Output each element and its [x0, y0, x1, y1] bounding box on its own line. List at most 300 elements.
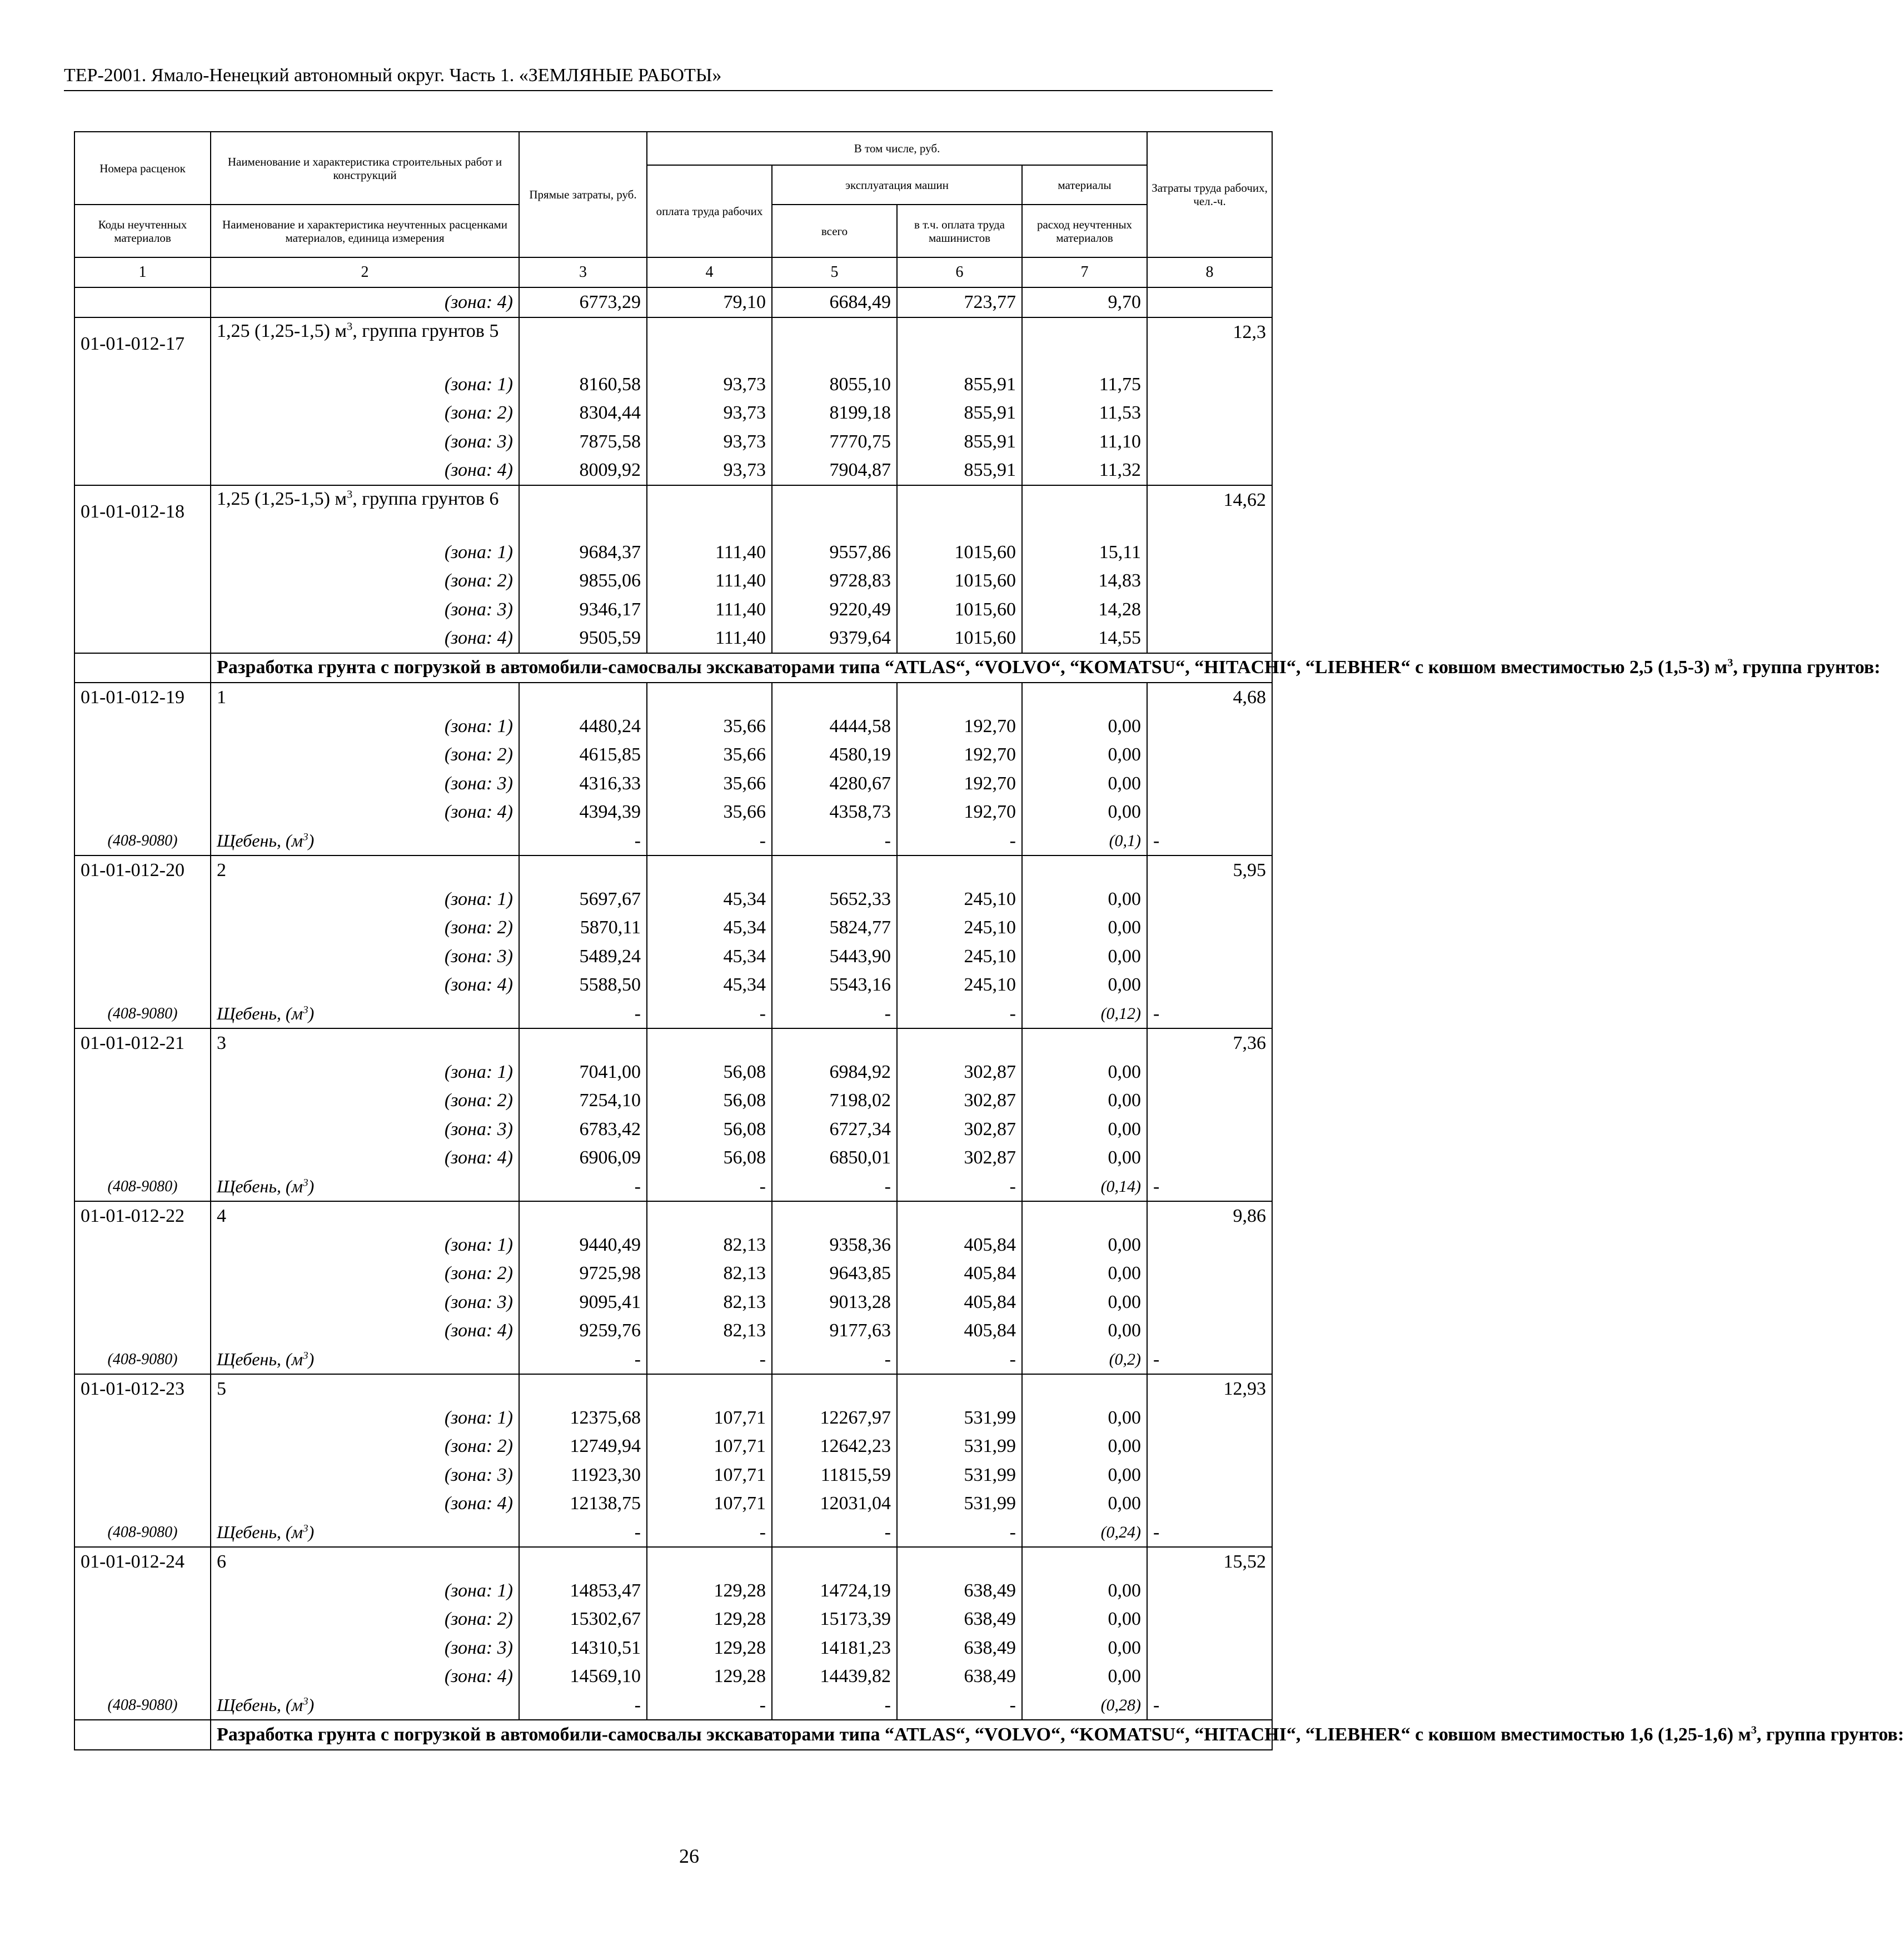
- empty-cell: [897, 1201, 1022, 1231]
- zone-label: (зона: 1): [211, 1058, 519, 1087]
- labor-cost: [1147, 942, 1272, 971]
- rate-name: 4: [211, 1201, 519, 1231]
- material-name-end: ): [308, 1003, 315, 1023]
- materials: 0,00: [1022, 1662, 1147, 1691]
- labor-pay: 107,71: [647, 1461, 772, 1490]
- zone-label: (зона: 4): [211, 456, 519, 485]
- empty-cell: [647, 855, 772, 885]
- rate-name: 6: [211, 1547, 519, 1576]
- superscript: 3: [302, 1177, 308, 1189]
- machines-labor: 531,99: [897, 1489, 1022, 1518]
- labor-cost: [1147, 798, 1272, 827]
- machines-labor: 638,49: [897, 1605, 1022, 1634]
- machines-labor: 192,70: [897, 712, 1022, 741]
- rate-code: [74, 538, 211, 567]
- zone-label: (зона: 4): [211, 287, 519, 317]
- material-code: (408-9080): [74, 827, 211, 856]
- labor-cost: [1147, 1143, 1272, 1172]
- material-dash: -: [897, 1345, 1022, 1375]
- machines-total: 4444,58: [772, 712, 897, 741]
- material-name-end: ): [308, 1694, 315, 1715]
- table-row: [74, 942, 1272, 971]
- zone-label: (зона: 2): [211, 1259, 519, 1288]
- material-quantity: (0,14): [1022, 1172, 1147, 1202]
- machines-total: 4280,67: [772, 769, 897, 798]
- col-number: 7: [1022, 257, 1147, 287]
- labor-pay: 56,08: [647, 1058, 772, 1087]
- machines-labor: 245,10: [897, 885, 1022, 914]
- zone-label: (зона: 2): [211, 399, 519, 427]
- superscript: 3: [346, 488, 353, 501]
- materials: 0,00: [1022, 740, 1147, 769]
- labor-cost: [1147, 1115, 1272, 1144]
- zone-label: (зона: 4): [211, 798, 519, 827]
- rate-code: 01-01-012-20: [74, 855, 211, 885]
- rate-row: [74, 1374, 1272, 1404]
- direct-cost: 7254,10: [519, 1086, 647, 1115]
- rate-name: 1: [211, 683, 519, 712]
- table-row: [74, 1662, 1272, 1691]
- labor-pay: 45,34: [647, 971, 772, 999]
- direct-cost: 6773,29: [519, 287, 647, 317]
- rate-code: [74, 1316, 211, 1345]
- superscript: 3: [302, 1004, 308, 1016]
- table-row: [74, 971, 1272, 999]
- direct-cost: 8160,58: [519, 370, 647, 399]
- labor-cost: 5,95: [1147, 855, 1272, 885]
- zone-label: (зона: 4): [211, 1489, 519, 1518]
- table-row: [74, 1461, 1272, 1490]
- labor-cost: 14,62: [1147, 485, 1272, 538]
- direct-cost: 14569,10: [519, 1662, 647, 1691]
- header-labor-cost: Затраты труда рабочих, чел.-ч.: [1147, 132, 1272, 257]
- material-dash: -: [647, 999, 772, 1029]
- direct-cost: 4394,39: [519, 798, 647, 827]
- material-dash: -: [519, 827, 647, 856]
- rate-code: [74, 1086, 211, 1115]
- section-title-row: [74, 1720, 1272, 1750]
- superscript: 3: [302, 1523, 308, 1535]
- empty-cell: [647, 485, 772, 538]
- superscript: 3: [1751, 1724, 1757, 1737]
- materials: 0,00: [1022, 798, 1147, 827]
- zone-label: (зона: 4): [211, 971, 519, 999]
- material-name-end: ): [308, 1521, 315, 1542]
- materials: 0,00: [1022, 1489, 1147, 1518]
- labor-pay: 56,08: [647, 1143, 772, 1172]
- material-dash: -: [897, 827, 1022, 856]
- empty-cell: [1022, 1374, 1147, 1404]
- rate-name-end: , группа грунтов 6: [352, 488, 499, 509]
- zone-label: (зона: 2): [211, 740, 519, 769]
- rate-name: 3: [211, 1028, 519, 1058]
- labor-pay: 45,34: [647, 942, 772, 971]
- direct-cost: 9725,98: [519, 1259, 647, 1288]
- machines-total: 11815,59: [772, 1461, 897, 1490]
- table-row: [74, 740, 1272, 769]
- table-row: [74, 1288, 1272, 1317]
- material-quantity: (0,2): [1022, 1345, 1147, 1375]
- labor-pay: 56,08: [647, 1115, 772, 1144]
- header-machines-labor: в т.ч. оплата труда машинистов: [897, 205, 1022, 257]
- section-title-row: [74, 653, 1272, 683]
- labor-cost: [1147, 1404, 1272, 1432]
- machines-total: 12031,04: [772, 1489, 897, 1518]
- table-row: [74, 1432, 1272, 1461]
- machines-total: 5824,77: [772, 913, 897, 942]
- machines-total: 6684,49: [772, 287, 897, 317]
- zone-label: (зона: 4): [211, 1662, 519, 1691]
- material-name: [211, 827, 519, 856]
- labor-pay: 82,13: [647, 1288, 772, 1317]
- col-number: 6: [897, 257, 1022, 287]
- labor-cost: [1147, 1576, 1272, 1605]
- empty-cell: [772, 485, 897, 538]
- empty-cell: [647, 317, 772, 370]
- zone-label: (зона: 4): [211, 624, 519, 653]
- machines-total: 9220,49: [772, 595, 897, 624]
- rate-code: [74, 1461, 211, 1490]
- table-row: [74, 1143, 1272, 1172]
- table-row: [74, 624, 1272, 653]
- empty-cell: [519, 317, 647, 370]
- rate-code: 01-01-012-22: [74, 1201, 211, 1231]
- empty-cell: [519, 855, 647, 885]
- machines-total: 9358,36: [772, 1231, 897, 1260]
- labor-cost: [1147, 538, 1272, 567]
- labor-cost: [1147, 595, 1272, 624]
- zone-label: (зона: 3): [211, 1634, 519, 1663]
- material-row: [74, 999, 1272, 1029]
- labor-cost: [1147, 1461, 1272, 1490]
- direct-cost: 9259,76: [519, 1316, 647, 1345]
- empty-cell: [772, 1547, 897, 1576]
- material-dash: -: [1147, 1345, 1272, 1375]
- direct-cost: 8304,44: [519, 399, 647, 427]
- labor-pay: 111,40: [647, 538, 772, 567]
- labor-cost: [1147, 913, 1272, 942]
- material-dash: -: [647, 1345, 772, 1375]
- rate-name-text: 1,25 (1,25-1,5) м: [217, 488, 347, 509]
- labor-pay: 82,13: [647, 1316, 772, 1345]
- rate-code: [74, 427, 211, 456]
- labor-cost: 4,68: [1147, 683, 1272, 712]
- empty-cell: [519, 1547, 647, 1576]
- materials: 11,75: [1022, 370, 1147, 399]
- direct-cost: 11923,30: [519, 1461, 647, 1490]
- materials: 9,70: [1022, 287, 1147, 317]
- material-quantity: (0,24): [1022, 1518, 1147, 1548]
- empty-cell: [897, 1028, 1022, 1058]
- zone-label: (зона: 2): [211, 1432, 519, 1461]
- machines-labor: 531,99: [897, 1461, 1022, 1490]
- direct-cost: 9095,41: [519, 1288, 647, 1317]
- direct-cost: 12375,68: [519, 1404, 647, 1432]
- rate-name-end: , группа грунтов 5: [352, 320, 499, 341]
- rate-code: [74, 712, 211, 741]
- labor-cost: 9,86: [1147, 1201, 1272, 1231]
- empty-cell: [1022, 683, 1147, 712]
- table-row: [74, 399, 1272, 427]
- direct-cost: 5870,11: [519, 913, 647, 942]
- section-title: [211, 1720, 1904, 1750]
- zone-label: (зона: 2): [211, 1605, 519, 1634]
- materials: 0,00: [1022, 1576, 1147, 1605]
- section-title-text: Разработка грунта с погрузкой в автомобили-самосвалы экскаваторами типа “ATLAS“, “VOLVO“, “KOMATSU“, “HITACHI“, “LIEBHER“ с ковшом вместимостью 2,5 (1,5-3) м: [217, 657, 1728, 678]
- machines-total: 9379,64: [772, 624, 897, 653]
- rate-row: [74, 1201, 1272, 1231]
- material-row: [74, 1345, 1272, 1375]
- material-code: (408-9080): [74, 1518, 211, 1548]
- machines-total: 5652,33: [772, 885, 897, 914]
- material-dash: -: [519, 1518, 647, 1548]
- machines-labor: 855,91: [897, 427, 1022, 456]
- machines-total: 12642,23: [772, 1432, 897, 1461]
- material-dash: -: [647, 1691, 772, 1720]
- machines-total: 15173,39: [772, 1605, 897, 1634]
- machines-labor: 405,84: [897, 1259, 1022, 1288]
- material-name-end: ): [308, 830, 315, 850]
- direct-cost: 5588,50: [519, 971, 647, 999]
- machines-total: 9728,83: [772, 566, 897, 595]
- table-row: [74, 1489, 1272, 1518]
- machines-labor: 1015,60: [897, 624, 1022, 653]
- rate-row: [74, 485, 1272, 538]
- labor-cost: [1147, 1316, 1272, 1345]
- empty-cell: [647, 1547, 772, 1576]
- zone-label: (зона: 1): [211, 370, 519, 399]
- material-dash: -: [647, 1518, 772, 1548]
- labor-pay: 35,66: [647, 712, 772, 741]
- materials: 0,00: [1022, 1058, 1147, 1087]
- table-row: [74, 1634, 1272, 1663]
- table-row: [74, 1058, 1272, 1087]
- empty-cell: [519, 1201, 647, 1231]
- machines-total: 14724,19: [772, 1576, 897, 1605]
- material-code: (408-9080): [74, 1691, 211, 1720]
- page-number: 26: [679, 1845, 699, 1867]
- machines-labor: 302,87: [897, 1115, 1022, 1144]
- machines-labor: 855,91: [897, 456, 1022, 485]
- rate-code: [74, 566, 211, 595]
- materials: 0,00: [1022, 1086, 1147, 1115]
- materials: 0,00: [1022, 1432, 1147, 1461]
- machines-labor: 302,87: [897, 1086, 1022, 1115]
- table-row: [74, 712, 1272, 741]
- material-name: [211, 1172, 519, 1202]
- direct-cost: 8009,92: [519, 456, 647, 485]
- rate-code: [74, 1058, 211, 1087]
- zone-label: (зона: 2): [211, 566, 519, 595]
- materials: 0,00: [1022, 1316, 1147, 1345]
- labor-cost: 15,52: [1147, 1547, 1272, 1576]
- labor-pay: 45,34: [647, 913, 772, 942]
- direct-cost: 14853,47: [519, 1576, 647, 1605]
- table-row: [74, 1576, 1272, 1605]
- materials: 0,00: [1022, 1404, 1147, 1432]
- zone-label: (зона: 1): [211, 538, 519, 567]
- machines-labor: 405,84: [897, 1316, 1022, 1345]
- labor-pay: 129,28: [647, 1662, 772, 1691]
- machines-total: 7770,75: [772, 427, 897, 456]
- col-number: 1: [74, 257, 211, 287]
- zone-label: (зона: 3): [211, 769, 519, 798]
- material-name-text: Щебень, (м: [217, 1521, 303, 1542]
- labor-cost: 12,93: [1147, 1374, 1272, 1404]
- machines-labor: 302,87: [897, 1058, 1022, 1087]
- empty-cell: [772, 683, 897, 712]
- labor-cost: [1147, 769, 1272, 798]
- labor-pay: 45,34: [647, 885, 772, 914]
- rate-name-text: 1,25 (1,25-1,5) м: [217, 320, 347, 341]
- material-dash: -: [772, 1691, 897, 1720]
- table-row: [74, 287, 1272, 317]
- materials: 0,00: [1022, 1634, 1147, 1663]
- rate-row: [74, 1028, 1272, 1058]
- material-dash: -: [772, 1345, 897, 1375]
- labor-pay: 129,28: [647, 1576, 772, 1605]
- rate-code: [74, 1115, 211, 1144]
- machines-total: 12267,97: [772, 1404, 897, 1432]
- rate-code: [74, 399, 211, 427]
- rate-code: [74, 653, 211, 683]
- material-name: [211, 999, 519, 1029]
- labor-pay: 107,71: [647, 1432, 772, 1461]
- table-row: [74, 1086, 1272, 1115]
- col-number: 3: [519, 257, 647, 287]
- machines-total: 7198,02: [772, 1086, 897, 1115]
- empty-cell: [1022, 485, 1147, 538]
- header-code-top: Номера расценок: [74, 132, 211, 205]
- table-row: [74, 427, 1272, 456]
- machines-labor: 245,10: [897, 913, 1022, 942]
- direct-cost: 9505,59: [519, 624, 647, 653]
- material-dash: -: [647, 827, 772, 856]
- material-name-end: ): [308, 1349, 315, 1369]
- material-name-text: Щебень, (м: [217, 830, 303, 850]
- labor-pay: 111,40: [647, 624, 772, 653]
- empty-cell: [772, 1028, 897, 1058]
- material-name-text: Щебень, (м: [217, 1694, 303, 1715]
- materials: 0,00: [1022, 1605, 1147, 1634]
- direct-cost: 4480,24: [519, 712, 647, 741]
- machines-labor: 531,99: [897, 1404, 1022, 1432]
- labor-pay: 79,10: [647, 287, 772, 317]
- section-title-end: , группа грунтов:: [1733, 657, 1881, 678]
- superscript: 3: [302, 1350, 308, 1362]
- labor-cost: [1147, 1432, 1272, 1461]
- material-code: (408-9080): [74, 1345, 211, 1375]
- materials: 14,55: [1022, 624, 1147, 653]
- rate-code: [74, 1432, 211, 1461]
- machines-total: 9557,86: [772, 538, 897, 567]
- labor-pay: 129,28: [647, 1634, 772, 1663]
- zone-label: (зона: 4): [211, 1316, 519, 1345]
- table-row: [74, 913, 1272, 942]
- material-dash: -: [772, 1518, 897, 1548]
- zone-label: (зона: 3): [211, 1461, 519, 1490]
- rate-code: [74, 913, 211, 942]
- materials: 0,00: [1022, 712, 1147, 741]
- labor-pay: 93,73: [647, 427, 772, 456]
- zone-label: (зона: 1): [211, 885, 519, 914]
- labor-pay: 35,66: [647, 740, 772, 769]
- table-body: [74, 287, 1904, 1750]
- material-code: (408-9080): [74, 999, 211, 1029]
- material-code: (408-9080): [74, 1172, 211, 1202]
- material-dash: -: [897, 1518, 1022, 1548]
- rate-code: 01-01-012-19: [74, 683, 211, 712]
- rate-name: 2: [211, 855, 519, 885]
- machines-labor: 855,91: [897, 370, 1022, 399]
- empty-cell: [897, 1547, 1022, 1576]
- labor-pay: 111,40: [647, 566, 772, 595]
- material-dash: -: [1147, 999, 1272, 1029]
- empty-cell: [647, 1201, 772, 1231]
- direct-cost: 4316,33: [519, 769, 647, 798]
- rate-code: [74, 1231, 211, 1260]
- zone-label: (зона: 3): [211, 1115, 519, 1144]
- header-name-bottom: Наименование и характеристика неучтенных расценками материалов, единица измерения: [211, 205, 519, 257]
- labor-pay: 82,13: [647, 1259, 772, 1288]
- labor-cost: [1147, 712, 1272, 741]
- materials: 14,83: [1022, 566, 1147, 595]
- material-dash: -: [519, 1172, 647, 1202]
- direct-cost: 9855,06: [519, 566, 647, 595]
- col-number: 4: [647, 257, 772, 287]
- rate-code: [74, 1404, 211, 1432]
- header-direct: Прямые затраты, руб.: [519, 132, 647, 257]
- table-row: [74, 566, 1272, 595]
- rate-code: [74, 740, 211, 769]
- labor-pay: 107,71: [647, 1489, 772, 1518]
- labor-cost: [1147, 566, 1272, 595]
- material-name-text: Щебень, (м: [217, 1003, 303, 1023]
- empty-cell: [1022, 1028, 1147, 1058]
- direct-cost: 4615,85: [519, 740, 647, 769]
- zone-label: (зона: 2): [211, 1086, 519, 1115]
- header-materials-sub: расход неучтенных материалов: [1022, 205, 1147, 257]
- header-name-top: Наименование и характеристика строительных работ и конструкций: [211, 132, 519, 205]
- machines-labor: 638,49: [897, 1662, 1022, 1691]
- rate-code: [74, 624, 211, 653]
- machines-total: 8199,18: [772, 399, 897, 427]
- labor-cost: [1147, 885, 1272, 914]
- material-dash: -: [772, 999, 897, 1029]
- material-name: [211, 1345, 519, 1375]
- material-dash: -: [519, 1345, 647, 1375]
- direct-cost: 12138,75: [519, 1489, 647, 1518]
- machines-labor: 405,84: [897, 1231, 1022, 1260]
- zone-label: (зона: 3): [211, 942, 519, 971]
- table-row: [74, 1404, 1272, 1432]
- material-row: [74, 1172, 1272, 1202]
- zone-label: (зона: 1): [211, 1231, 519, 1260]
- labor-cost: [1147, 1058, 1272, 1087]
- materials: 0,00: [1022, 1461, 1147, 1490]
- machines-total: 6984,92: [772, 1058, 897, 1087]
- machines-labor: 1015,60: [897, 595, 1022, 624]
- table-row: [74, 885, 1272, 914]
- empty-cell: [1022, 855, 1147, 885]
- labor-cost: 7,36: [1147, 1028, 1272, 1058]
- direct-cost: 15302,67: [519, 1605, 647, 1634]
- materials: 15,11: [1022, 538, 1147, 567]
- machines-total: 14181,23: [772, 1634, 897, 1663]
- empty-cell: [897, 485, 1022, 538]
- superscript: 3: [346, 320, 353, 333]
- empty-cell: [897, 1374, 1022, 1404]
